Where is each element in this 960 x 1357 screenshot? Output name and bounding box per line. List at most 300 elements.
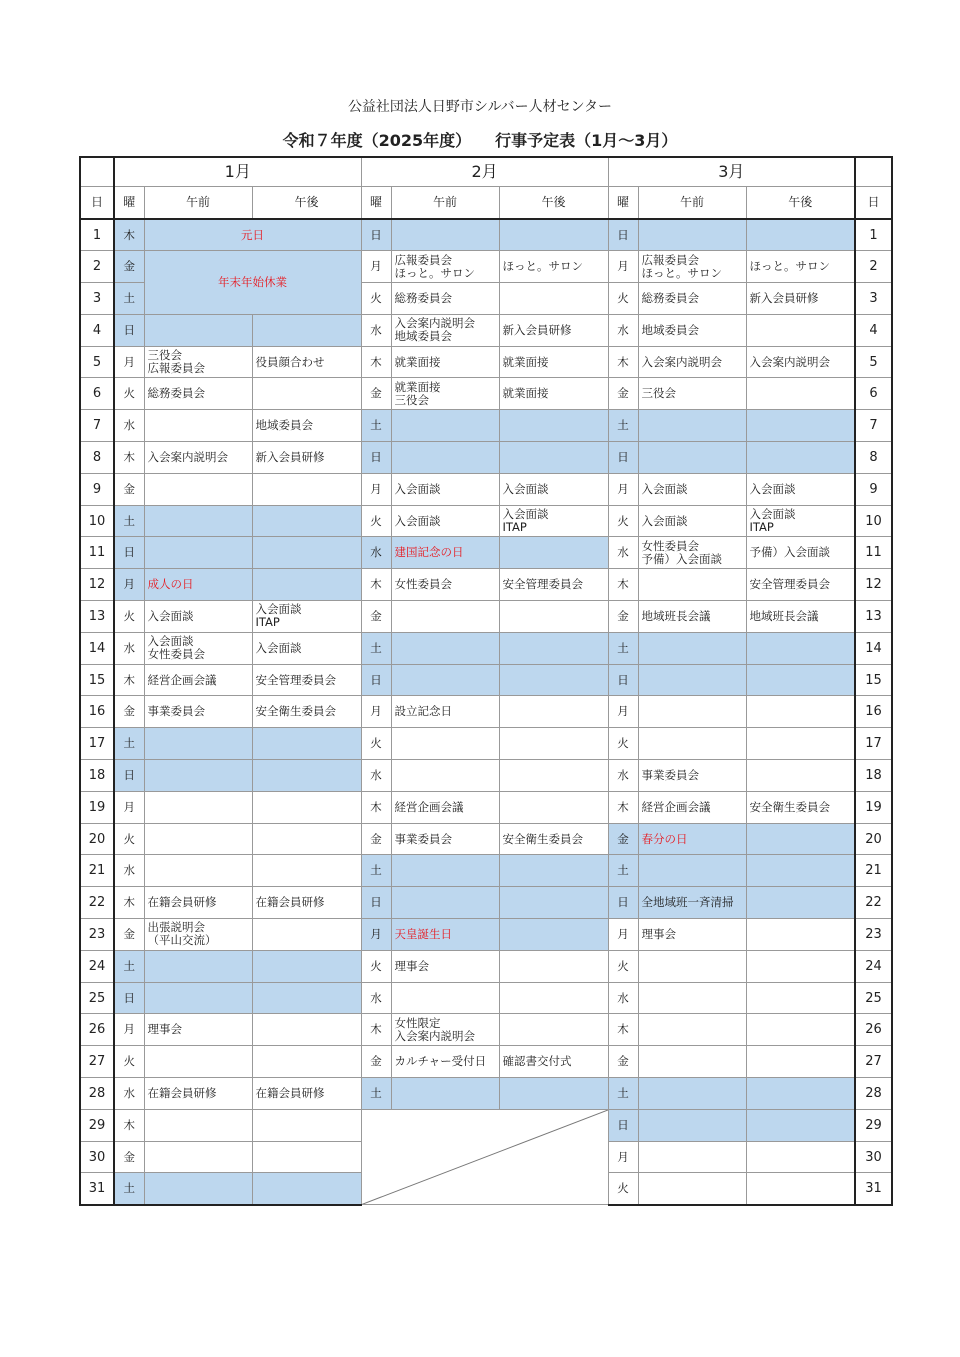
day-number: 7 — [855, 410, 892, 442]
event-cell: 総務委員会 — [144, 378, 252, 410]
weekday-cell: 金 — [114, 919, 144, 951]
event-cell: 地域委員会 — [252, 410, 361, 442]
day-number: 27 — [80, 1046, 114, 1078]
event-cell: 在籍会員研修 — [144, 887, 252, 919]
event-cell — [499, 219, 608, 251]
table-row — [80, 537, 892, 569]
event-cell — [252, 855, 361, 887]
weekday-cell: 火 — [361, 728, 391, 760]
event-cell: 安全管理委員会 — [499, 569, 608, 601]
weekday-cell: 月 — [608, 696, 638, 728]
event-cell — [499, 283, 608, 315]
event-cell: 入会面談 — [252, 632, 361, 664]
weekday-cell: 金 — [114, 696, 144, 728]
event-cell — [638, 950, 746, 982]
day-number: 14 — [80, 632, 114, 664]
event-cell: 入会案内説明会 — [144, 442, 252, 474]
event-cell — [638, 632, 746, 664]
event-cell — [144, 855, 252, 887]
event-cell — [391, 887, 499, 919]
month-feb: 2月 — [361, 157, 608, 186]
event-cell: 入会面談 — [638, 505, 746, 537]
weekday-cell: 月 — [114, 346, 144, 378]
event-cell: 地域班長会議 — [638, 601, 746, 633]
weekday-cell: 土 — [608, 855, 638, 887]
day-number: 30 — [855, 1141, 892, 1173]
day-number: 23 — [80, 919, 114, 951]
col-dow: 曜 — [114, 186, 144, 219]
weekday-cell: 水 — [361, 314, 391, 346]
event-cell: 建国記念の日 — [391, 537, 499, 569]
event-cell — [638, 664, 746, 696]
day-number: 8 — [855, 442, 892, 474]
weekday-cell: 日 — [608, 219, 638, 251]
event-cell — [252, 919, 361, 951]
event-cell — [638, 728, 746, 760]
event-cell — [499, 982, 608, 1014]
weekday-cell: 日 — [608, 887, 638, 919]
table-row — [80, 1109, 892, 1141]
col-day: 日 — [855, 186, 892, 219]
weekday-cell: 月 — [361, 251, 391, 283]
day-number: 10 — [80, 505, 114, 537]
event-cell: 入会面談 — [499, 473, 608, 505]
organization-name: 公益社団法人日野市シルバー人材センター — [347, 99, 613, 115]
weekday-cell: 日 — [114, 537, 144, 569]
event-cell: 安全衛生委員会 — [252, 696, 361, 728]
day-number: 20 — [855, 823, 892, 855]
event-cell — [144, 1109, 252, 1141]
event-cell: 入会面談 女性委員会 — [144, 632, 252, 664]
event-cell — [499, 919, 608, 951]
event-cell — [252, 378, 361, 410]
page-title: 令和７年度（2025年度） 行事予定表（1月〜3月） — [282, 131, 678, 150]
weekday-cell: 水 — [361, 537, 391, 569]
weekday-cell: 木 — [361, 569, 391, 601]
event-cell — [252, 1014, 361, 1046]
weekday-cell: 木 — [114, 1109, 144, 1141]
event-cell — [746, 664, 855, 696]
event-cell: 安全管理委員会 — [252, 664, 361, 696]
event-cell: 確認書交付式 — [499, 1046, 608, 1078]
event-cell — [746, 982, 855, 1014]
day-number: 18 — [80, 760, 114, 792]
diagonal-line — [362, 1110, 608, 1204]
event-cell: 入会面談 ITAP — [746, 505, 855, 537]
weekday-cell: 土 — [114, 728, 144, 760]
event-cell — [638, 1046, 746, 1078]
event-cell: ほっと。サロン — [746, 251, 855, 283]
event-cell — [144, 791, 252, 823]
table-row — [80, 473, 892, 505]
holiday-cell: 元日 — [144, 219, 361, 251]
weekday-cell: 日 — [361, 664, 391, 696]
weekday-cell: 日 — [114, 982, 144, 1014]
weekday-cell: 水 — [608, 982, 638, 1014]
event-cell — [144, 314, 252, 346]
weekday-cell: 火 — [114, 1046, 144, 1078]
event-cell: 安全衛生委員会 — [746, 791, 855, 823]
event-cell — [391, 410, 499, 442]
event-cell — [252, 760, 361, 792]
event-cell — [746, 219, 855, 251]
day-number: 9 — [855, 473, 892, 505]
weekday-cell: 土 — [114, 950, 144, 982]
weekday-cell: 金 — [361, 601, 391, 633]
weekday-cell: 金 — [608, 378, 638, 410]
event-cell — [499, 950, 608, 982]
event-cell — [638, 696, 746, 728]
event-cell — [746, 728, 855, 760]
event-cell: 新入会員研修 — [252, 442, 361, 474]
event-cell — [391, 728, 499, 760]
day-number: 29 — [855, 1109, 892, 1141]
table-row — [80, 569, 892, 601]
event-cell: 地域委員会 — [638, 314, 746, 346]
event-cell — [144, 1141, 252, 1173]
weekday-cell: 金 — [114, 473, 144, 505]
day-number: 16 — [855, 696, 892, 728]
event-cell — [144, 950, 252, 982]
event-cell: 広報委員会 ほっと。サロン — [638, 251, 746, 283]
event-cell: 予備）入会面談 — [746, 537, 855, 569]
event-cell — [638, 855, 746, 887]
weekday-cell: 日 — [114, 760, 144, 792]
day-number: 28 — [80, 1078, 114, 1110]
event-cell — [638, 442, 746, 474]
event-cell: 三役会 広報委員会 — [144, 346, 252, 378]
table-row — [80, 1014, 892, 1046]
day-number: 30 — [80, 1141, 114, 1173]
event-cell — [252, 473, 361, 505]
day-number: 26 — [855, 1014, 892, 1046]
event-cell — [746, 632, 855, 664]
event-cell: 入会面談 — [638, 473, 746, 505]
weekday-cell: 月 — [608, 473, 638, 505]
day-number: 31 — [80, 1173, 114, 1205]
event-cell — [391, 855, 499, 887]
weekday-cell: 日 — [608, 664, 638, 696]
weekday-cell: 土 — [608, 410, 638, 442]
table-row — [80, 1046, 892, 1078]
event-cell — [746, 696, 855, 728]
weekday-cell: 火 — [608, 505, 638, 537]
event-cell — [391, 632, 499, 664]
event-cell: 春分の日 — [638, 823, 746, 855]
event-cell — [499, 1078, 608, 1110]
table-row — [80, 442, 892, 474]
col-am: 午前 — [638, 186, 746, 219]
event-cell — [746, 314, 855, 346]
table-row — [80, 505, 892, 537]
event-cell — [499, 760, 608, 792]
weekday-cell: 水 — [114, 1078, 144, 1110]
event-cell — [252, 537, 361, 569]
weekday-cell: 日 — [608, 1109, 638, 1141]
table-row — [80, 760, 892, 792]
event-cell: 理事会 — [638, 919, 746, 951]
day-number: 13 — [80, 601, 114, 633]
event-cell: 入会案内説明会 — [638, 346, 746, 378]
day-number: 8 — [80, 442, 114, 474]
day-number: 9 — [80, 473, 114, 505]
weekday-cell: 金 — [608, 823, 638, 855]
weekday-cell: 月 — [361, 473, 391, 505]
day-number: 11 — [855, 537, 892, 569]
day-number: 27 — [855, 1046, 892, 1078]
table-row — [80, 728, 892, 760]
event-cell — [499, 537, 608, 569]
day-number: 5 — [855, 346, 892, 378]
day-number: 10 — [855, 505, 892, 537]
day-number: 1 — [80, 219, 114, 251]
event-cell — [638, 982, 746, 1014]
event-cell — [499, 1014, 608, 1046]
weekday-cell: 水 — [114, 410, 144, 442]
event-cell — [746, 887, 855, 919]
event-cell — [499, 664, 608, 696]
event-cell: 理事会 — [391, 950, 499, 982]
event-cell: 在籍会員研修 — [144, 1078, 252, 1110]
weekday-cell: 火 — [361, 505, 391, 537]
event-cell: 天皇誕生日 — [391, 919, 499, 951]
event-cell: 総務委員会 — [638, 283, 746, 315]
day-number: 14 — [855, 632, 892, 664]
event-cell: 就業面接 — [499, 378, 608, 410]
event-cell — [746, 855, 855, 887]
event-cell — [144, 1046, 252, 1078]
weekday-cell: 木 — [114, 664, 144, 696]
event-cell — [638, 219, 746, 251]
weekday-cell: 土 — [608, 1078, 638, 1110]
table-row — [80, 251, 892, 283]
col-pm: 午後 — [499, 186, 608, 219]
event-cell: 事業委員会 — [638, 760, 746, 792]
weekday-cell: 火 — [114, 378, 144, 410]
day-number: 1 — [855, 219, 892, 251]
table-row — [80, 855, 892, 887]
event-cell: 理事会 — [144, 1014, 252, 1046]
event-cell: 女性委員会 — [391, 569, 499, 601]
event-cell: 経営企画会議 — [144, 664, 252, 696]
day-number: 28 — [855, 1078, 892, 1110]
event-cell: 入会案内説明会 地域委員会 — [391, 314, 499, 346]
weekday-cell: 月 — [361, 919, 391, 951]
weekday-cell: 木 — [361, 1014, 391, 1046]
weekday-cell: 金 — [608, 601, 638, 633]
day-number: 26 — [80, 1014, 114, 1046]
table-row — [80, 346, 892, 378]
weekday-cell: 木 — [608, 1014, 638, 1046]
weekday-cell: 火 — [361, 950, 391, 982]
weekday-cell: 木 — [608, 569, 638, 601]
weekday-cell: 土 — [361, 410, 391, 442]
event-cell — [746, 378, 855, 410]
table-row — [80, 950, 892, 982]
holiday-cell: 年末年始休業 — [144, 251, 361, 315]
event-cell: 成人の日 — [144, 569, 252, 601]
event-cell: 広報委員会 ほっと。サロン — [391, 251, 499, 283]
event-cell: 総務委員会 — [391, 283, 499, 315]
event-cell — [499, 442, 608, 474]
event-cell: 女性委員会 予備）入会面談 — [638, 537, 746, 569]
event-cell — [638, 1014, 746, 1046]
event-cell — [499, 696, 608, 728]
weekday-cell: 金 — [361, 823, 391, 855]
weekday-cell: 水 — [361, 982, 391, 1014]
table-row — [80, 219, 892, 251]
event-cell: 就業面接 — [391, 346, 499, 378]
month-mar: 3月 — [608, 157, 855, 186]
event-cell — [746, 760, 855, 792]
table-row — [80, 601, 892, 633]
event-cell — [391, 760, 499, 792]
event-cell — [499, 855, 608, 887]
event-cell: 女性限定 入会案内説明会 — [391, 1014, 499, 1046]
col-am: 午前 — [391, 186, 499, 219]
event-cell — [391, 982, 499, 1014]
weekday-cell: 木 — [608, 791, 638, 823]
event-cell — [638, 1173, 746, 1205]
table-row — [80, 410, 892, 442]
event-cell: 入会面談 — [391, 505, 499, 537]
event-cell: 入会面談 ITAP — [252, 601, 361, 633]
event-cell: 安全衛生委員会 — [499, 823, 608, 855]
day-number: 6 — [80, 378, 114, 410]
weekday-cell: 木 — [114, 887, 144, 919]
event-cell: 入会案内説明会 — [746, 346, 855, 378]
event-cell: 在籍会員研修 — [252, 887, 361, 919]
col-pm: 午後 — [252, 186, 361, 219]
day-number: 19 — [80, 791, 114, 823]
event-cell — [252, 982, 361, 1014]
event-cell: ほっと。サロン — [499, 251, 608, 283]
weekday-cell: 月 — [608, 919, 638, 951]
event-cell — [638, 1109, 746, 1141]
event-cell: 安全管理委員会 — [746, 569, 855, 601]
weekday-cell: 日 — [361, 887, 391, 919]
table-row — [80, 696, 892, 728]
day-number: 2 — [80, 251, 114, 283]
weekday-cell: 日 — [114, 314, 144, 346]
event-cell — [144, 537, 252, 569]
event-cell — [746, 1141, 855, 1173]
event-cell: 新入会員研修 — [499, 314, 608, 346]
weekday-cell: 火 — [608, 950, 638, 982]
event-cell — [252, 1109, 361, 1141]
day-number: 21 — [80, 855, 114, 887]
day-number: 20 — [80, 823, 114, 855]
event-cell: 新入会員研修 — [746, 283, 855, 315]
event-cell: 設立記念日 — [391, 696, 499, 728]
schedule-table — [79, 156, 893, 1206]
event-cell: 在籍会員研修 — [252, 1078, 361, 1110]
day-number: 15 — [80, 664, 114, 696]
event-cell — [499, 728, 608, 760]
weekday-cell: 火 — [608, 283, 638, 315]
day-number: 16 — [80, 696, 114, 728]
day-number: 4 — [855, 314, 892, 346]
event-cell — [252, 1141, 361, 1173]
weekday-cell: 金 — [114, 251, 144, 283]
table-row — [80, 887, 892, 919]
col-dow: 曜 — [608, 186, 638, 219]
corner-cell — [80, 157, 114, 186]
event-cell — [499, 410, 608, 442]
table-row — [80, 1078, 892, 1110]
event-cell: 事業委員会 — [144, 696, 252, 728]
event-cell — [252, 791, 361, 823]
table-row — [80, 982, 892, 1014]
event-cell — [252, 569, 361, 601]
event-cell — [144, 982, 252, 1014]
event-cell — [144, 505, 252, 537]
event-cell — [746, 1109, 855, 1141]
day-number: 19 — [855, 791, 892, 823]
event-cell — [638, 569, 746, 601]
day-number: 29 — [80, 1109, 114, 1141]
day-number: 7 — [80, 410, 114, 442]
weekday-cell: 土 — [361, 632, 391, 664]
day-number: 2 — [855, 251, 892, 283]
weekday-cell: 土 — [114, 1173, 144, 1205]
day-number: 25 — [80, 982, 114, 1014]
weekday-cell: 水 — [361, 760, 391, 792]
event-cell — [144, 728, 252, 760]
weekday-cell: 土 — [114, 505, 144, 537]
event-cell — [638, 410, 746, 442]
event-cell — [252, 1046, 361, 1078]
corner-cell — [855, 157, 892, 186]
event-cell: 出張説明会 （平山交流） — [144, 919, 252, 951]
weekday-cell: 木 — [361, 791, 391, 823]
weekday-cell: 金 — [361, 1046, 391, 1078]
col-day: 日 — [80, 186, 114, 219]
table-row — [80, 823, 892, 855]
col-dow: 曜 — [361, 186, 391, 219]
weekday-cell: 水 — [114, 855, 144, 887]
weekday-cell: 水 — [114, 632, 144, 664]
event-cell: 入会面談 — [391, 473, 499, 505]
weekday-cell: 火 — [114, 601, 144, 633]
day-number: 24 — [855, 950, 892, 982]
event-cell: 地域班長会議 — [746, 601, 855, 633]
day-number: 22 — [80, 887, 114, 919]
day-number: 11 — [80, 537, 114, 569]
weekday-cell: 月 — [114, 569, 144, 601]
event-cell — [638, 1141, 746, 1173]
weekday-cell: 日 — [361, 219, 391, 251]
weekday-cell: 日 — [608, 442, 638, 474]
empty-cell — [361, 1109, 608, 1204]
day-number: 5 — [80, 346, 114, 378]
day-number: 31 — [855, 1173, 892, 1205]
table-row — [80, 378, 892, 410]
event-cell — [499, 791, 608, 823]
event-cell — [391, 1078, 499, 1110]
day-number: 22 — [855, 887, 892, 919]
event-cell — [391, 664, 499, 696]
event-cell — [746, 1173, 855, 1205]
table-row — [80, 919, 892, 951]
event-cell — [499, 887, 608, 919]
event-cell — [252, 950, 361, 982]
weekday-cell: 火 — [114, 823, 144, 855]
weekday-cell: 火 — [608, 728, 638, 760]
event-cell — [144, 1173, 252, 1205]
weekday-cell: 水 — [608, 537, 638, 569]
event-cell — [499, 632, 608, 664]
